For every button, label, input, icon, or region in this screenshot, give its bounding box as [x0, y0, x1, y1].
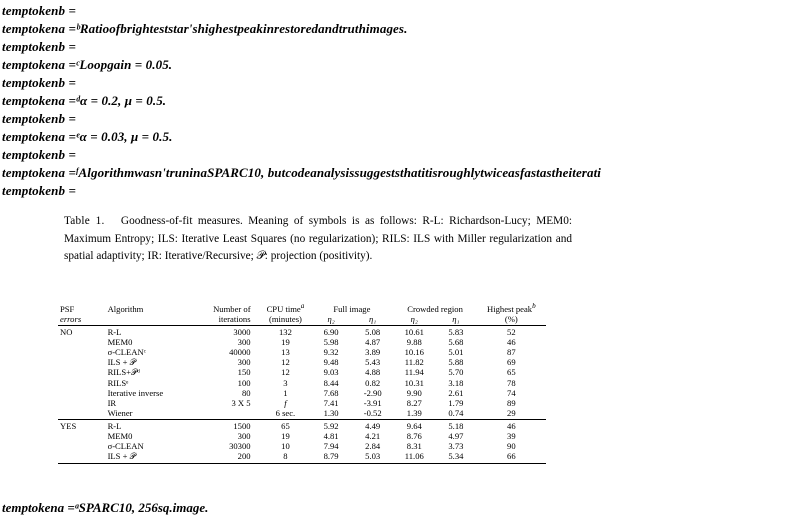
cell-full-eta1: 2.84: [365, 441, 381, 452]
cell-algorithm: RILSᵉ: [107, 377, 129, 388]
cell-full-eta1: 5.03: [352, 451, 394, 464]
cell-cpu-time: 6 sec.: [261, 408, 311, 420]
cell-highest-peak: 39: [507, 430, 516, 441]
cell-full-eta1: 5.08: [365, 327, 381, 338]
footnote-line: temptokena =ᶜLoopgain = 0.05.: [2, 57, 173, 72]
cell-psf-errors: [58, 388, 106, 398]
header-eta2: η₂: [310, 314, 352, 326]
cell-iterations: 300: [237, 430, 251, 441]
table-row: [58, 367, 546, 377]
cell-highest-peak: 46: [507, 337, 516, 348]
cell-full-eta2: 7.41: [323, 397, 339, 408]
table-row: [58, 357, 546, 367]
cell-algorithm: Wiener: [106, 408, 193, 420]
cell-highest-peak: 74: [507, 387, 516, 398]
cell-full-eta1: 4.87: [365, 337, 381, 348]
cell-iterations: 1500: [233, 420, 251, 431]
cell-crowded-eta2: 9.88: [406, 337, 422, 348]
cell-full-eta2: 8.44: [323, 377, 339, 388]
footnote-line: temptokenb =: [2, 3, 76, 18]
cell-crowded-eta1: 0.74: [435, 408, 477, 420]
cell-full-eta1: 4.88: [365, 367, 381, 378]
caption-label: Table 1.: [64, 215, 105, 227]
cell-algorithm: RILS+𝒫ᵈ: [107, 367, 140, 378]
cell-algorithm: σ-CLEANᶜ: [107, 347, 146, 358]
caption-text: Goodness-of-fit measures. Meaning of symbols is as follows: R-L: Richardson-Lucy; MEM0: Maximum Entropy; ILS: Iterative Least Squares (no regularization); RILS: ILS with Miller regularization and spatial adaptivity; IR: Iterative/Recursive; 𝒫: projection (positivity).: [64, 215, 572, 262]
cell-algorithm: ILS + 𝒫: [106, 451, 193, 464]
header-iterations-sub: iterations: [193, 314, 261, 326]
cell-crowded-eta1: 3.73: [448, 441, 464, 452]
footer-footnote: temptokena =ᵃSPARC10, 256sq.image.: [2, 500, 209, 515]
cell-algorithm: ILS + 𝒫: [107, 357, 136, 368]
cell-full-eta2: 8.79: [310, 451, 352, 464]
cell-iterations: [193, 408, 261, 420]
cell-cpu-time: 12: [281, 357, 290, 368]
cell-full-eta2: 4.81: [323, 430, 339, 441]
cell-highest-peak: 29: [477, 408, 546, 420]
header-algorithm: Algorithm: [107, 303, 144, 314]
cell-crowded-eta2: 8.27: [406, 397, 422, 408]
table-row: [58, 326, 546, 338]
cell-full-eta2: 7.68: [323, 387, 339, 398]
header-peak: Highest peak$^b$: [487, 302, 536, 314]
cell-psf-errors: [58, 451, 106, 464]
cell-psf-errors: NO: [60, 327, 73, 338]
cell-psf-errors: [58, 347, 106, 357]
footnote-line: temptokenb =: [2, 39, 76, 54]
cell-highest-peak: 66: [477, 451, 546, 464]
cell-cpu-time: 12: [281, 367, 290, 378]
header-eta1: η₁: [352, 314, 394, 326]
cell-crowded-eta1: 3.18: [448, 377, 464, 388]
table-row: [58, 337, 546, 347]
cell-full-eta1: 4.49: [365, 420, 381, 431]
cell-full-eta1: -2.90: [363, 387, 382, 398]
cell-cpu-time: 1: [283, 387, 288, 398]
cell-cpu-time: 65: [281, 420, 290, 431]
cell-algorithm: MEM0: [107, 430, 133, 441]
cell-cpu-time: f: [284, 397, 287, 408]
cell-crowded-eta1: 5.18: [448, 420, 464, 431]
cell-iterations: 40000: [229, 347, 251, 358]
cell-full-eta2: 5.92: [323, 420, 339, 431]
cell-full-eta2: 5.98: [323, 337, 339, 348]
header-psf: PSF: [60, 303, 75, 314]
cell-cpu-time: 132: [278, 327, 292, 338]
cell-crowded-eta2: 10.31: [404, 377, 424, 388]
header-eta1: η₁: [435, 314, 477, 326]
cell-algorithm: IR: [107, 397, 117, 408]
cell-highest-peak: 89: [507, 397, 516, 408]
cell-iterations: 300: [237, 357, 251, 368]
cell-psf-errors: [58, 431, 106, 441]
cell-highest-peak: 69: [507, 357, 516, 368]
table-body: [58, 326, 546, 464]
cell-iterations: 3000: [233, 327, 251, 338]
cell-iterations: 3 X 5: [231, 397, 251, 408]
table-row: [58, 441, 546, 451]
cell-iterations: 80: [241, 387, 251, 398]
footnote-line: temptokenb =: [2, 183, 76, 198]
cell-crowded-eta1: 5.01: [448, 347, 464, 358]
table-row: [58, 347, 546, 357]
cell-psf-errors: [58, 357, 106, 367]
cell-highest-peak: 52: [507, 327, 516, 338]
cell-full-eta2: 1.30: [310, 408, 352, 420]
cell-psf-errors: [58, 367, 106, 377]
table-row: [58, 408, 546, 420]
footnote-line: temptokenb =: [2, 111, 76, 126]
cell-full-eta1: 5.43: [365, 357, 381, 368]
cell-iterations: 30300: [229, 441, 251, 452]
cell-full-eta1: -3.91: [363, 397, 382, 408]
cell-cpu-time: 10: [281, 441, 290, 452]
cell-highest-peak: 78: [507, 377, 516, 388]
header-peak-sub: (%): [477, 314, 546, 326]
cell-crowded-eta2: 9.64: [406, 420, 422, 431]
cell-full-eta2: 7.94: [323, 441, 339, 452]
cell-crowded-eta1: 5.34: [435, 451, 477, 464]
cell-full-eta1: -0.52: [352, 408, 394, 420]
cell-crowded-eta1: 5.88: [448, 357, 464, 368]
cell-highest-peak: 46: [507, 420, 516, 431]
cell-cpu-time: 13: [281, 347, 290, 358]
cell-full-eta1: 3.89: [365, 347, 381, 358]
cell-crowded-eta2: 1.39: [393, 408, 435, 420]
table-row: [58, 398, 546, 408]
header-full-image: Full image: [333, 303, 371, 314]
footnote-line: temptokena =ᶠAlgorithmwasn'truninaSPARC10, butcodeanalysissuggeststhatitisroughlytwiceasfastastheiterati: [2, 165, 601, 180]
table-row: [58, 451, 546, 464]
cell-algorithm: R-L: [107, 327, 122, 338]
cell-psf-errors: [58, 378, 106, 388]
cell-full-eta2: 9.48: [323, 357, 339, 368]
cell-crowded-eta2: 8.31: [406, 441, 422, 452]
cell-iterations: 150: [237, 367, 251, 378]
cell-highest-peak: 90: [507, 441, 516, 452]
header-crowded-region: Crowded region: [407, 303, 463, 314]
cell-iterations: 300: [237, 337, 251, 348]
cell-full-eta2: 6.90: [323, 327, 339, 338]
cell-crowded-eta2: 10.16: [404, 347, 424, 358]
header-cpu-sub: (minutes): [261, 314, 311, 326]
cell-crowded-eta1: 4.97: [448, 430, 464, 441]
cell-algorithm: Iterative inverse: [107, 387, 164, 398]
cell-crowded-eta1: 2.61: [448, 387, 464, 398]
table-row: [58, 419, 546, 431]
cell-crowded-eta2: 8.76: [406, 430, 422, 441]
cell-psf-errors: [58, 337, 106, 347]
header-iterations: Number of: [213, 303, 251, 314]
footnote-block: [2, 2, 800, 200]
cell-psf-errors: [58, 398, 106, 408]
table-row: [58, 378, 546, 388]
cell-full-eta1: 0.82: [365, 377, 381, 388]
cell-cpu-time: 8: [261, 451, 311, 464]
cell-psf-errors: YES: [60, 420, 77, 431]
header-eta2: η₂: [393, 314, 435, 326]
footnote-line: temptokenb =: [2, 75, 76, 90]
header-psf-sub: errors: [58, 314, 106, 326]
cell-algorithm: σ-CLEAN: [107, 441, 144, 452]
cell-psf-errors: [58, 441, 106, 451]
cell-cpu-time: 19: [281, 337, 290, 348]
cell-iterations: 100: [237, 377, 251, 388]
table-row: [58, 431, 546, 441]
cell-full-eta2: 9.32: [323, 347, 339, 358]
cell-crowded-eta1: 5.70: [448, 367, 464, 378]
table-subheader-row: [58, 314, 546, 326]
cell-crowded-eta2: 10.61: [404, 327, 424, 338]
footnote-line: temptokena =ᵇRatioofbrighteststar'shighestpeakinrestoredandtruthimages.: [2, 21, 408, 36]
cell-crowded-eta2: 11.06: [393, 451, 435, 464]
cell-crowded-eta2: 9.90: [406, 387, 422, 398]
cell-psf-errors: [58, 408, 106, 420]
cell-cpu-time: 3: [283, 377, 288, 388]
cell-iterations: 200: [193, 451, 261, 464]
cell-crowded-eta1: 5.83: [448, 327, 464, 338]
footnote-line: temptokena =ᵉα = 0.03, μ = 0.5.: [2, 129, 173, 144]
header-cpu: CPU time$^a$: [266, 302, 305, 314]
cell-highest-peak: 65: [507, 367, 516, 378]
cell-algorithm: MEM0: [107, 337, 133, 348]
cell-crowded-eta2: 11.82: [404, 357, 424, 368]
table-row: [58, 388, 546, 398]
cell-crowded-eta2: 11.94: [404, 367, 424, 378]
cell-full-eta1: 4.21: [365, 430, 381, 441]
cell-full-eta2: 9.03: [323, 367, 339, 378]
table-header-row: [58, 300, 546, 314]
cell-crowded-eta1: 5.68: [448, 337, 464, 348]
cell-algorithm: R-L: [107, 420, 122, 431]
cell-crowded-eta1: 1.79: [448, 397, 464, 408]
cell-highest-peak: 87: [507, 347, 516, 358]
footnote-line: temptokenb =: [2, 147, 76, 162]
table-caption: [64, 213, 572, 266]
goodness-of-fit-table: [58, 300, 546, 464]
cell-cpu-time: 19: [281, 430, 290, 441]
footnote-line: temptokena =ᵈα = 0.2, μ = 0.5.: [2, 93, 167, 108]
